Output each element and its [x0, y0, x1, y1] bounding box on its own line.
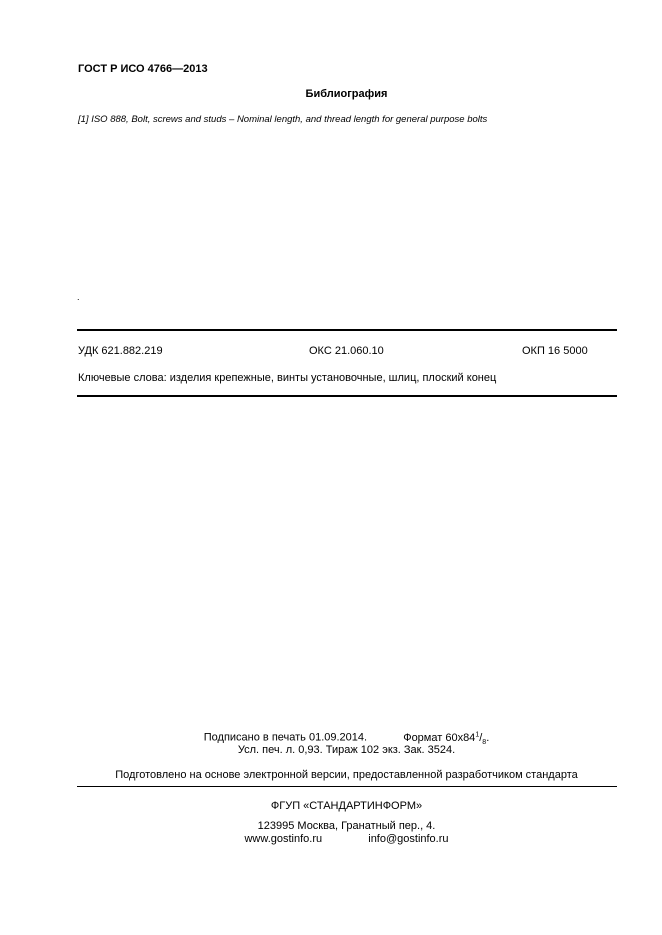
divider-imprint: [77, 786, 617, 787]
format-prefix: Формат 60х84: [403, 731, 476, 744]
stray-mark: .: [77, 292, 80, 302]
prepared-note: Подготовлено на основе электронной версии, предоставленной разработчиком стандарта: [115, 769, 578, 781]
publisher-email: info@gostinfo.ru: [368, 833, 449, 845]
standard-code: ГОСТ Р ИСО 4766—2013: [78, 63, 208, 75]
okp-code: ОКП 16 5000: [522, 345, 588, 357]
bibliography-title: Библиография: [305, 88, 388, 100]
udk-code: УДК 621.882.219: [78, 345, 163, 357]
publisher-name: ФГУП «СТАНДАРТИНФОРМ»: [270, 800, 423, 812]
publisher-website: www.gostinfo.ru: [244, 833, 323, 845]
format-slash: /: [479, 731, 483, 744]
divider-bottom: [77, 395, 617, 397]
format-sup: 1: [475, 731, 480, 738]
signed-text: Подписано в печать 01.09.2014.: [203, 731, 368, 744]
publisher-contacts: [0, 833, 662, 845]
format-text: [403, 732, 489, 744]
print-info: Усл. печ. л. 0,93. Тираж 102 экз. Зак. 3524.: [237, 744, 456, 756]
keywords: Ключевые слова: изделия крепежные, винты установочные, шлиц, плоский конец: [78, 372, 497, 384]
format-suffix: .: [486, 731, 490, 744]
bibliography-reference-1: [1] ISO 888, Bolt, screws and studs – Nominal length, and thread length for general purpose bolts: [78, 114, 488, 125]
divider-top: [77, 329, 617, 331]
format-sub: 8: [482, 738, 487, 746]
publisher-address: 123995 Москва, Гранатный пер., 4.: [257, 820, 436, 832]
oks-code: ОКС 21.060.10: [309, 345, 384, 357]
